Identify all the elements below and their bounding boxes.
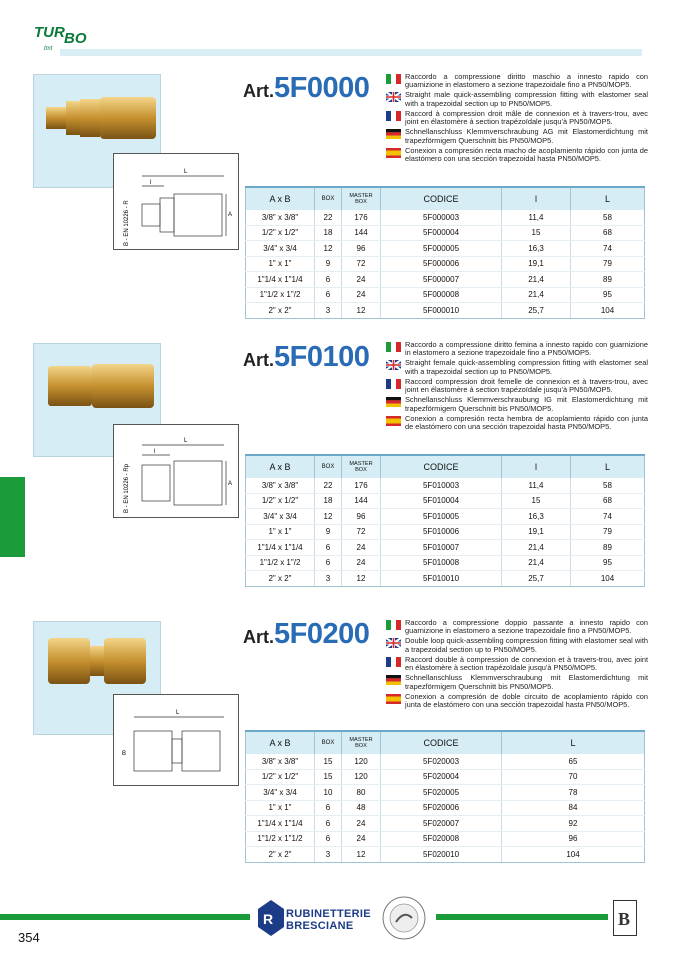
dimension-drawing-icon — [114, 695, 238, 785]
table-cell: 1"1/4 x 1"1/4 — [246, 540, 315, 556]
col-axb: A x B — [246, 455, 315, 478]
col-box: BOX — [315, 731, 342, 754]
article-code: 5F0000 — [274, 72, 370, 104]
table-cell: 104 — [502, 847, 645, 863]
table-cell: 11,4 — [502, 210, 571, 225]
table-cell: 12 — [342, 847, 381, 863]
table-cell: 21,4 — [502, 540, 571, 556]
table-cell: 58 — [571, 478, 645, 493]
article-title — [243, 72, 369, 105]
table-cell: 2" x 2" — [246, 847, 315, 863]
technical-drawing-5f0000 — [113, 153, 239, 250]
table-cell: 18 — [315, 225, 342, 241]
table-row — [246, 555, 645, 571]
table-cell: 15 — [502, 225, 571, 241]
table-row — [246, 785, 645, 801]
table-row — [246, 303, 645, 319]
spec-table-5f0000 — [245, 186, 645, 319]
italy-flag-icon — [386, 74, 401, 84]
table-cell: 22 — [315, 478, 342, 493]
logo-text-2: BO — [64, 30, 87, 47]
table-cell: 96 — [342, 241, 381, 257]
col-codice: CODICE — [381, 455, 502, 478]
svg-text:L: L — [184, 169, 188, 175]
col-l-small: l — [502, 187, 571, 210]
technical-drawing-5f0100 — [113, 424, 239, 518]
page-number: 354 — [18, 930, 40, 945]
col-l-big: L — [502, 731, 645, 754]
table-row — [246, 800, 645, 816]
col-l-small: l — [502, 455, 571, 478]
spain-flag-icon — [386, 416, 401, 426]
table-cell: 15 — [315, 754, 342, 769]
table-cell: 1"1/2 x 1"/2 — [246, 287, 315, 303]
footer-rule-left — [0, 914, 250, 920]
table-cell: 72 — [342, 256, 381, 272]
table-cell: 1/2" x 1/2" — [246, 493, 315, 509]
table-cell: 80 — [342, 785, 381, 801]
table-cell: 5F010006 — [381, 524, 502, 540]
svg-text:R: R — [263, 911, 274, 927]
table-cell: 68 — [571, 493, 645, 509]
article-prefix: Art. — [243, 81, 274, 101]
description-fr: Raccord compression droit femelle de connexion et à travers-trou, avec joint en élastomère à section trapézoïdale jusqu'à PN50/MOP5. — [386, 378, 648, 395]
descriptions-5f0000 — [386, 73, 648, 165]
svg-text:A: A — [228, 212, 233, 218]
table-cell: 24 — [342, 272, 381, 288]
description-it: Raccordo a compressione diritto femina a innesto rapido con guarnizione in elastomero a sezione trapezoidale fino a PN50/MOP5. — [386, 341, 648, 358]
table-cell: 104 — [571, 571, 645, 587]
table-cell: 15 — [315, 769, 342, 785]
table-cell: 5F000005 — [381, 241, 502, 257]
description-en: Straight male quick-assembling compression fitting with elastomer seal with a trapezoidal section up to PN50/MOP5. — [386, 91, 648, 108]
footer-rule-right — [436, 914, 608, 920]
table-cell: 48 — [342, 800, 381, 816]
germany-flag-icon — [386, 129, 401, 139]
logo-sub: tmt — [44, 46, 53, 52]
table-cell: 5F010003 — [381, 478, 502, 493]
table-cell: 3/8" x 3/8" — [246, 210, 315, 225]
table-row — [246, 272, 645, 288]
iso-certification-icon — [382, 896, 426, 940]
rb-logo-icon — [258, 900, 284, 936]
table-cell: 9 — [315, 256, 342, 272]
bonomi-group-logo-icon — [613, 900, 637, 936]
table-row — [246, 478, 645, 493]
table-row — [246, 210, 645, 225]
table-cell: 5F000003 — [381, 210, 502, 225]
france-flag-icon — [386, 657, 401, 667]
spec-table-5f0100 — [245, 454, 645, 587]
svg-text:l: l — [150, 180, 152, 186]
table-row — [246, 816, 645, 832]
italy-flag-icon — [386, 342, 401, 352]
brand-line-2: BRESCIANE — [286, 920, 354, 932]
table-header — [246, 731, 645, 754]
table-cell: 16,3 — [502, 241, 571, 257]
table-cell: 89 — [571, 272, 645, 288]
table-cell: 68 — [571, 225, 645, 241]
col-master-box: MASTER BOX — [342, 731, 381, 754]
table-cell: 176 — [342, 210, 381, 225]
table-row — [246, 493, 645, 509]
col-master-box: MASTER BOX — [342, 187, 381, 210]
table-cell: 5F010010 — [381, 571, 502, 587]
table-cell: 74 — [571, 509, 645, 525]
table-row — [246, 225, 645, 241]
table-cell: 11,4 — [502, 478, 571, 493]
table-cell: 3 — [315, 571, 342, 587]
table-cell: 3/4" x 3/4 — [246, 241, 315, 257]
table-cell: 1"1/2 x 1"1/2 — [246, 831, 315, 847]
table-cell: 5F020005 — [381, 785, 502, 801]
table-cell: 2" x 2" — [246, 571, 315, 587]
table-cell: 92 — [502, 816, 645, 832]
col-box: BOX — [315, 187, 342, 210]
col-codice: CODICE — [381, 731, 502, 754]
svg-text:B: B — [618, 909, 631, 929]
table-cell: 12 — [315, 509, 342, 525]
technical-drawing-5f0200 — [113, 694, 239, 786]
table-cell: 5F020008 — [381, 831, 502, 847]
table-cell: 10 — [315, 785, 342, 801]
table-row — [246, 509, 645, 525]
table-cell: 24 — [342, 816, 381, 832]
table-cell: 5F010008 — [381, 555, 502, 571]
svg-text:A: A — [228, 481, 233, 487]
table-cell: 5F020004 — [381, 769, 502, 785]
table-cell: 1" x 1" — [246, 524, 315, 540]
table-cell: 1"1/2 x 1"/2 — [246, 555, 315, 571]
table-row — [246, 287, 645, 303]
table-row — [246, 256, 645, 272]
descriptions-5f0100 — [386, 341, 648, 433]
table-cell: 5F020007 — [381, 816, 502, 832]
col-box: BOX — [315, 455, 342, 478]
table-cell: 24 — [342, 287, 381, 303]
article-prefix: Art. — [243, 350, 274, 370]
description-de: Schnellanschluss Klemmverschraubung AG mit Elastomerdichtung mit trapezförmigem Querschnitt bis PN50/MOP5. — [386, 128, 648, 145]
description-es: Conexion a compresión de doble circuito de acoplamiento rápido con junta de elastómero con una sección trapezoidal hasta PN50/MOP5. — [386, 693, 648, 710]
thread-standard-label: B - EN 10226 - R — [124, 200, 130, 246]
col-axb: A x B — [246, 731, 315, 754]
description-de: Schnellanschluss Klemmverschraubung IG mit Elastomerdichtung mit trapezförmigem Querschnitt bis PN50/MOP5. — [386, 396, 648, 413]
table-row — [246, 831, 645, 847]
article-code: 5F0200 — [274, 618, 370, 650]
col-axb: A x B — [246, 187, 315, 210]
table-cell: 1/2" x 1/2" — [246, 769, 315, 785]
table-cell: 21,4 — [502, 555, 571, 571]
table-cell: 95 — [571, 287, 645, 303]
germany-flag-icon — [386, 675, 401, 685]
table-header — [246, 455, 645, 478]
dimension-drawing-icon — [114, 154, 238, 249]
article-title — [243, 341, 369, 374]
table-row — [246, 524, 645, 540]
description-en: Double loop quick-assembling compression fitting with elastomer seal with a trapezoidal section up to PN50/MOP5. — [386, 637, 648, 654]
table-cell: 12 — [315, 241, 342, 257]
table-cell: 24 — [342, 831, 381, 847]
uk-flag-icon — [386, 638, 401, 648]
table-cell: 3/8" x 3/8" — [246, 754, 315, 769]
table-cell: 144 — [342, 493, 381, 509]
description-de: Schnellanschluss Klemmverschraubung mit Elastomerdichtung mit trapezförmigem Querschnitt bis PN50/MOP5. — [386, 674, 648, 691]
svg-text:l: l — [154, 449, 156, 455]
col-l-big: L — [571, 455, 645, 478]
table-cell: 19,1 — [502, 524, 571, 540]
table-cell: 5F010007 — [381, 540, 502, 556]
table-cell: 9 — [315, 524, 342, 540]
table-header — [246, 187, 645, 210]
table-cell: 65 — [502, 754, 645, 769]
table-cell: 6 — [315, 540, 342, 556]
descriptions-5f0200 — [386, 619, 648, 711]
table-cell: 1" x 1" — [246, 800, 315, 816]
table-cell: 5F000010 — [381, 303, 502, 319]
table-row — [246, 540, 645, 556]
brand-line-1: RUBINETTERIE — [286, 908, 371, 920]
table-cell: 24 — [342, 555, 381, 571]
table-cell: 120 — [342, 754, 381, 769]
svg-text:L: L — [184, 438, 188, 444]
table-cell: 1"1/4 x 1"1/4 — [246, 816, 315, 832]
article-prefix: Art. — [243, 627, 274, 647]
uk-flag-icon — [386, 360, 401, 370]
table-cell: 25,7 — [502, 303, 571, 319]
svg-text:L: L — [176, 710, 180, 716]
table-row — [246, 754, 645, 769]
table-cell: 144 — [342, 225, 381, 241]
description-it: Raccordo a compressione doppio passante a innesto rapido con guarnizione in elastomero a sezione trapezoidale fino a PN50/MOP5. — [386, 619, 648, 636]
table-cell: 5F000007 — [381, 272, 502, 288]
table-row — [246, 847, 645, 863]
table-cell: 6 — [315, 287, 342, 303]
table-row — [246, 769, 645, 785]
description-en: Straight female quick-assembling compression fitting with elastomer seal with a trapezoidal section up to PN50/MOP5. — [386, 359, 648, 376]
spec-table-5f0200 — [245, 730, 645, 863]
table-cell: 5F020010 — [381, 847, 502, 863]
article-title — [243, 618, 369, 651]
table-cell: 96 — [502, 831, 645, 847]
logo-text-1: TUR — [34, 24, 65, 41]
table-cell: 24 — [342, 540, 381, 556]
table-cell: 2" x 2" — [246, 303, 315, 319]
table-cell: 6 — [315, 555, 342, 571]
uk-flag-icon — [386, 92, 401, 102]
table-cell: 21,4 — [502, 272, 571, 288]
table-cell: 3/4" x 3/4 — [246, 785, 315, 801]
table-cell: 72 — [342, 524, 381, 540]
col-codice: CODICE — [381, 187, 502, 210]
table-row — [246, 571, 645, 587]
table-cell: 96 — [342, 509, 381, 525]
table-cell: 89 — [571, 540, 645, 556]
table-cell: 12 — [342, 571, 381, 587]
description-fr: Raccord à compression droit mâle de connexion et à travers-trou, avec joint en élastomère à section trapézoïdale jusqu'à PN50/MOP5. — [386, 110, 648, 127]
germany-flag-icon — [386, 397, 401, 407]
header-rule — [60, 49, 642, 56]
section-tab — [0, 477, 25, 557]
description-fr: Raccord double à compression de connexion et à travers-trou, avec joint en élastomère à section trapézoïdale jusqu'à PN50/MOP5. — [386, 656, 648, 673]
thread-standard-label: B - EN 10226 - Rp — [124, 463, 130, 513]
description-es: Conexion a compresión recta hembra de acoplamiento rápido con junta de elastómero con una sección trapezoidal hasta PN50/MOP5. — [386, 415, 648, 432]
italy-flag-icon — [386, 620, 401, 630]
table-cell: 1" x 1" — [246, 256, 315, 272]
thread-standard-label: B — [122, 751, 127, 757]
table-cell: 15 — [502, 493, 571, 509]
table-cell: 22 — [315, 210, 342, 225]
table-cell: 19,1 — [502, 256, 571, 272]
table-cell: 95 — [571, 555, 645, 571]
table-cell: 12 — [342, 303, 381, 319]
table-cell: 74 — [571, 241, 645, 257]
table-cell: 18 — [315, 493, 342, 509]
table-cell: 70 — [502, 769, 645, 785]
table-cell: 6 — [315, 831, 342, 847]
table-cell: 16,3 — [502, 509, 571, 525]
table-cell: 25,7 — [502, 571, 571, 587]
table-cell: 5F010004 — [381, 493, 502, 509]
table-cell: 3/8" x 3/8" — [246, 478, 315, 493]
table-cell: 21,4 — [502, 287, 571, 303]
article-code: 5F0100 — [274, 341, 370, 373]
table-cell: 1/2" x 1/2" — [246, 225, 315, 241]
table-cell: 3/4" x 3/4 — [246, 509, 315, 525]
table-cell: 84 — [502, 800, 645, 816]
table-cell: 5F000006 — [381, 256, 502, 272]
table-cell: 176 — [342, 478, 381, 493]
table-cell: 79 — [571, 524, 645, 540]
col-master-box: MASTER BOX — [342, 455, 381, 478]
france-flag-icon — [386, 379, 401, 389]
table-cell: 5F010005 — [381, 509, 502, 525]
description-es: Conexion a compresión recta macho de acoplamiento rápido con junta de elastómero con una sección trapezoidal hasta PN50/MOP5. — [386, 147, 648, 164]
table-cell: 3 — [315, 303, 342, 319]
table-cell: 1"1/4 x 1"1/4 — [246, 272, 315, 288]
france-flag-icon — [386, 111, 401, 121]
table-cell: 79 — [571, 256, 645, 272]
spain-flag-icon — [386, 694, 401, 704]
description-it: Raccordo a compressione diritto maschio a innesto rapido con guarnizione in elastomero a sezione trapezoidale fino a PN50/MOP5. — [386, 73, 648, 90]
table-cell: 104 — [571, 303, 645, 319]
spain-flag-icon — [386, 148, 401, 158]
table-cell: 3 — [315, 847, 342, 863]
table-cell: 6 — [315, 816, 342, 832]
table-cell: 5F000008 — [381, 287, 502, 303]
table-cell: 120 — [342, 769, 381, 785]
col-l-big: L — [571, 187, 645, 210]
table-cell: 6 — [315, 272, 342, 288]
table-cell: 58 — [571, 210, 645, 225]
table-cell: 6 — [315, 800, 342, 816]
table-cell: 5F020006 — [381, 800, 502, 816]
table-cell: 78 — [502, 785, 645, 801]
table-row — [246, 241, 645, 257]
dimension-drawing-icon — [114, 425, 238, 517]
table-cell: 5F000004 — [381, 225, 502, 241]
table-cell: 5F020003 — [381, 754, 502, 769]
